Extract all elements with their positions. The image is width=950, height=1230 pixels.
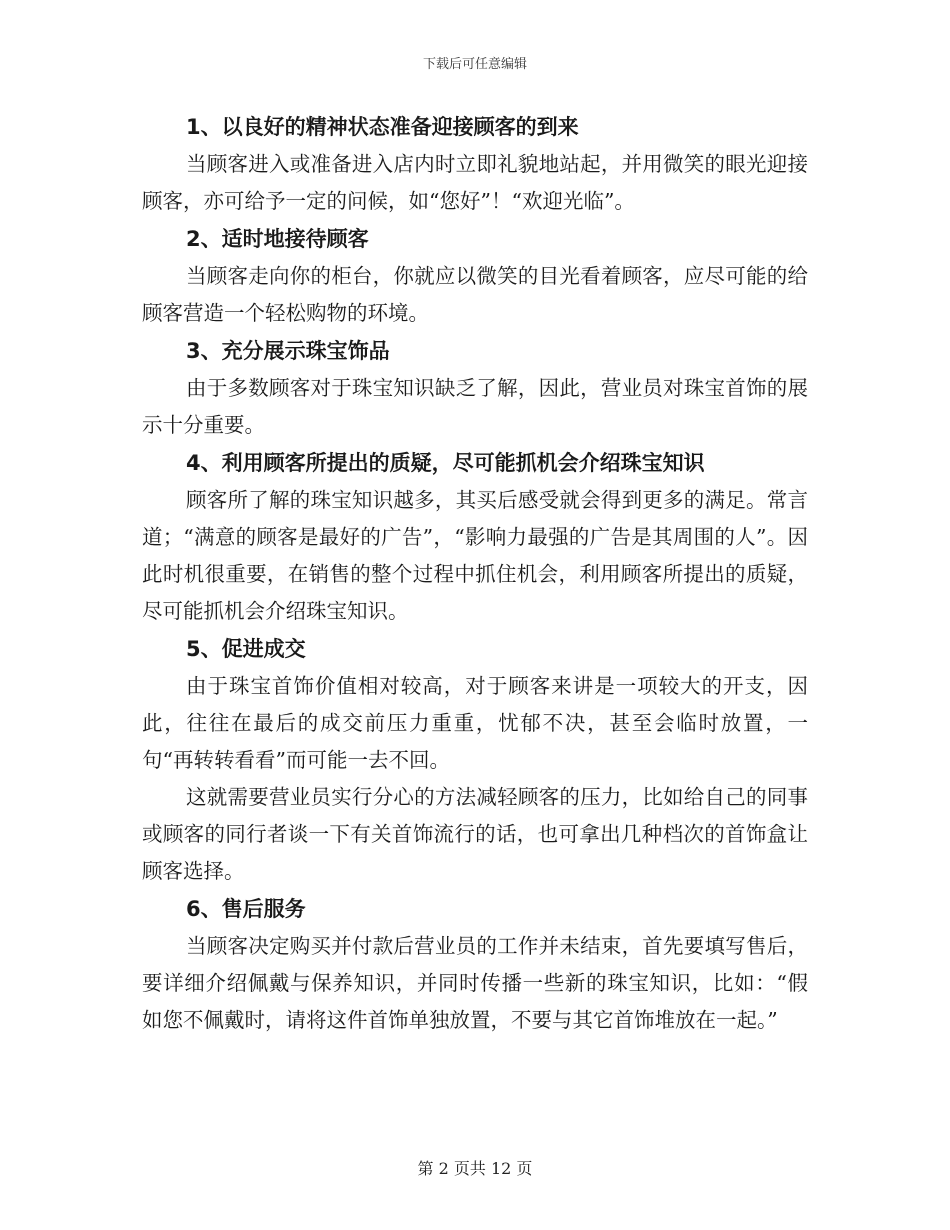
paragraph: 由于多数顾客对于珠宝知识缺乏了解，因此，营业员对珠宝首饰的展示十分重要。 (142, 376, 808, 437)
paragraph: 这就需要营业员实行分心的方法减轻顾客的压力，比如给自己的同事或顾客的同行者谈一下有关首饰流行的话，也可拿出几种档次的首饰盒让顾客选择。 (142, 785, 808, 883)
section-6 (142, 890, 808, 1039)
paragraph: 当顾客走向你的柜台，你就应以微笑的目光看着顾客，应尽可能的给顾客营造一个轻松购物的环境。 (142, 264, 808, 325)
section-heading: 5、促进成交 (186, 637, 306, 661)
section-5 (142, 630, 808, 890)
section-heading: 6、售后服务 (186, 897, 306, 921)
page-header: 下载后可任意编辑 (422, 57, 527, 72)
section-1 (142, 108, 808, 220)
document-body (142, 108, 808, 1039)
paragraph: 顾客所了解的珠宝知识越多，其买后感受就会得到更多的满足。常言道；“满意的顾客是最好的广告”，“影响力最强的广告是其周围的人”。因此时机很重要，在销售的整个过程中抓住机会，利用顾客所提出的质疑，尽可能抓机会介绍珠宝知识。 (142, 488, 808, 623)
section-heading: 1、以良好的精神状态准备迎接顾客的到来 (186, 115, 579, 139)
section-heading: 3、充分展示珠宝饰品 (186, 339, 390, 363)
section-4 (142, 444, 808, 630)
page-footer: 第 2 页共 12 页 (417, 1159, 533, 1178)
section-3 (142, 332, 808, 444)
section-heading: 2、适时地接待顾客 (186, 227, 369, 251)
section-heading: 4、利用顾客所提出的质疑，尽可能抓机会介绍珠宝知识 (186, 451, 705, 475)
paragraph: 由于珠宝首饰价值相对较高，对于顾客来讲是一项较大的开支，因此，往往在最后的成交前压力重重，忧郁不决，甚至会临时放置，一句“再转转看看”而可能一去不回。 (142, 674, 808, 772)
paragraph: 当顾客进入或准备进入店内时立即礼貌地站起，并用微笑的眼光迎接顾客，亦可给予一定的问候，如“您好”！“欢迎光临”。 (142, 152, 808, 213)
paragraph: 当顾客决定购买并付款后营业员的工作并未结束，首先要填写售后，要详细介绍佩戴与保养知识，并同时传播一些新的珠宝知识，比如：“假如您不佩戴时，请将这件首饰单独放置，不要与其它首饰堆放在一起。” (142, 934, 808, 1032)
section-2 (142, 220, 808, 332)
